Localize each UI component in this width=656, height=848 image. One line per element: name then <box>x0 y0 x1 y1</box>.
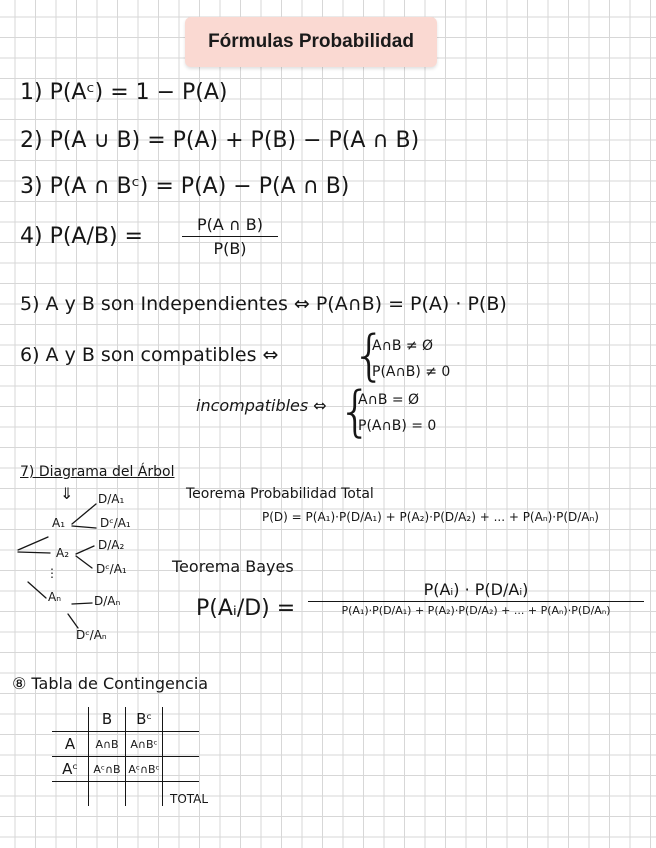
branch-an-dc <box>68 614 78 628</box>
table-cell <box>52 782 89 807</box>
bayes-numerator: P(Aᵢ) · P(D/Aᵢ) <box>423 580 529 599</box>
table-header-row <box>52 707 199 732</box>
table-cell: Aᶜ∩B <box>89 757 126 782</box>
formula-conditional-lhs: 4) P(A/B) = <box>20 224 143 249</box>
branch-a1-d <box>72 504 96 524</box>
bayes-fraction <box>308 580 644 617</box>
tree-dc-a2: Dᶜ/A₁ <box>96 562 127 576</box>
tree-dots: ⋮ <box>46 566 58 580</box>
table-cell <box>163 757 200 782</box>
table-header-bc: Bᶜ <box>126 707 163 732</box>
tree-dc-a1: Dᶜ/A₁ <box>100 516 131 530</box>
branch-root-a2 <box>18 552 50 553</box>
branch-an-d <box>72 603 92 604</box>
left-brace-incompatible: { <box>338 380 373 443</box>
table-header-b: B <box>89 707 126 732</box>
branch-a2-dc <box>76 556 92 568</box>
table-cell <box>163 732 200 757</box>
contingency-heading: ⑧ Tabla de Contingencia <box>12 674 209 693</box>
table-cell: A∩Bᶜ <box>126 732 163 757</box>
formula-independence: 5) A y B son Independientes ⇔ P(A∩B) = P(A) · P(B) <box>20 293 507 315</box>
tree-heading: 7) Diagrama del Árbol <box>20 464 175 480</box>
formula-union: 2) P(A ∪ B) = P(A) + P(B) − P(A ∩ B) <box>20 128 420 153</box>
compatible-condition-1: A∩B ≠ Ø <box>372 338 434 354</box>
page-title: Fórmulas Probabilidad <box>185 17 437 67</box>
table-row <box>52 732 199 757</box>
formula-complement: 1) P(Aᶜ) = 1 − P(A) <box>20 80 228 105</box>
total-probability-heading: Teorema Probabilidad Total <box>186 486 374 502</box>
incompatible-label: incompatibles ⇔ <box>196 396 327 415</box>
conditional-denominator: P(B) <box>213 239 247 258</box>
incompatible-condition-1: A∩B = Ø <box>358 392 420 408</box>
table-cell <box>126 782 163 807</box>
table-cell: Aᶜ∩Bᶜ <box>126 757 163 782</box>
tree-a1: A₁ <box>52 516 66 530</box>
incompatible-condition-2: P(A∩B) = 0 <box>358 418 437 434</box>
table-cell <box>163 707 200 732</box>
branch-a2-d <box>76 546 94 554</box>
left-brace-compatible: { <box>352 324 387 387</box>
branch-root-an <box>28 582 46 598</box>
table-cell <box>52 707 89 732</box>
formula-difference: 3) P(A ∩ Bᶜ) = P(A) − P(A ∩ B) <box>20 174 350 199</box>
down-arrow-icon: ⇓ <box>60 484 74 503</box>
tree-d-a1: D/A₁ <box>98 492 125 506</box>
table-row-header: Aᶜ <box>52 757 89 782</box>
total-probability-formula: P(D) = P(A₁)·P(D/A₁) + P(A₂)·P(D/A₂) + ... + P(Aₙ)·P(D/Aₙ) <box>262 510 599 524</box>
formula-compatible: 6) A y B son compatibles ⇔ <box>20 344 279 366</box>
table-row <box>52 757 199 782</box>
branch-a1-dc <box>72 526 96 528</box>
tree-an: Aₙ <box>48 590 61 604</box>
table-cell <box>89 782 126 807</box>
branch-root-a1 <box>18 537 48 550</box>
bayes-heading: Teorema Bayes <box>172 557 294 576</box>
tree-a2: A₂ <box>56 546 70 560</box>
table-total-label: TOTAL <box>170 792 209 806</box>
conditional-numerator: P(A ∩ B) <box>197 215 263 234</box>
compatible-condition-2: P(A∩B) ≠ 0 <box>372 364 451 380</box>
fraction-bar <box>308 601 644 602</box>
tree-dc-an: Dᶜ/Aₙ <box>76 628 107 642</box>
tree-d-a2: D/A₂ <box>98 538 125 552</box>
table-row-header: A <box>52 732 89 757</box>
tree-d-an: D/Aₙ <box>94 594 121 608</box>
table-cell: A∩B <box>89 732 126 757</box>
bayes-lhs: P(Aᵢ/D) = <box>196 596 296 621</box>
bayes-denominator: P(A₁)·P(D/A₁) + P(A₂)·P(D/A₂) + ... + P(Aₙ)·P(D/Aₙ) <box>341 604 611 617</box>
